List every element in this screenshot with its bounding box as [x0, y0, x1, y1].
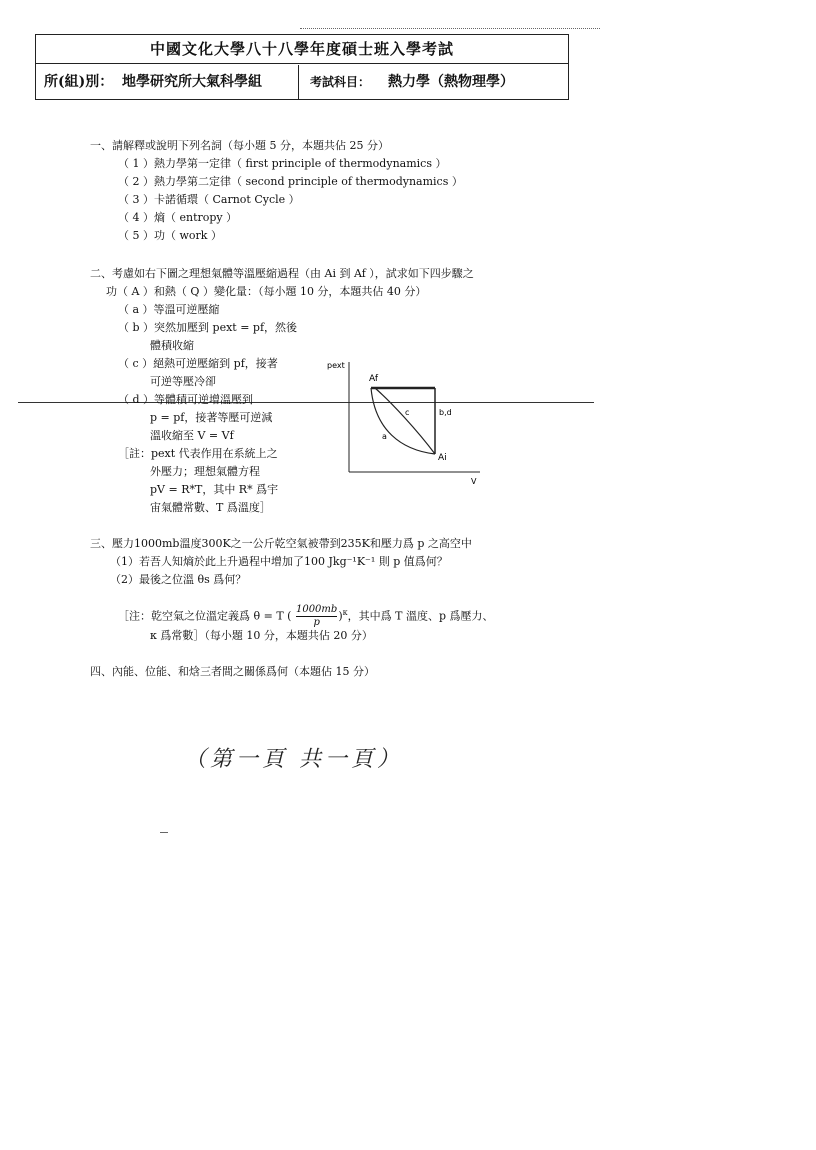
- q3-note2: κ 爲常數］（每小題 10 分，本題共佔 20 分）: [150, 629, 373, 642]
- page-note-handwritten: （第一頁 共一頁）: [184, 747, 403, 772]
- q1-item-5: （ 5 ）功（ work ）: [118, 229, 222, 242]
- q2-step-b: （ b ）突然加壓到 pext = pf，然後: [118, 321, 298, 334]
- label-a: a: [382, 432, 387, 441]
- dept-value: 地學研究所大氣科學組: [122, 74, 262, 90]
- label-ai: Ai: [438, 453, 447, 463]
- subject-label: 考試科目：: [310, 75, 371, 89]
- q3-note1-tail: ，其中爲 T 溫度、p 爲壓力、: [347, 609, 494, 623]
- q2-step-c: （ c ）絕熱可逆壓縮到 pf，接著: [118, 357, 278, 370]
- header-divider: [298, 65, 299, 99]
- q2-step-d: （ d ）等體積可逆增溫壓到: [118, 393, 254, 406]
- exam-header: [35, 34, 569, 100]
- label-bd: b,d: [439, 408, 452, 417]
- pv-diagram: [325, 352, 485, 492]
- q2-title-line2: 功（ A ）和熱（ Q ）變化量：（每小題 10 分，本題共佔 40 分）: [106, 285, 427, 298]
- q1-item-1: （ 1 ）熱力學第一定律（ first principle of thermodynamics ）: [118, 157, 447, 170]
- scan-line-horizontal: [18, 402, 594, 403]
- x-axis-label: V: [471, 477, 477, 486]
- q2-step-b-cont: 體積收縮: [150, 339, 194, 352]
- scan-mark: [160, 832, 168, 833]
- q1-item-4: （ 4 ）熵（ entropy ）: [118, 211, 238, 224]
- q3-note1-pre: ［注：乾空氣之位溫定義爲 θ = T (: [118, 609, 292, 623]
- q2-note-3: pV = R*T，其中 R* 爲宇: [150, 483, 279, 496]
- q2-note-4: 宙氣體常數、T 爲溫度］: [150, 501, 271, 514]
- y-axis-label: pext: [327, 361, 345, 370]
- q3-fraction: [296, 604, 337, 629]
- q2-step-a: （ a ）等溫可逆壓縮: [118, 303, 220, 316]
- q2-step-c-cont: 可逆等壓冷卻: [150, 375, 216, 388]
- scan-dots-top: [300, 28, 600, 29]
- q3-line1: 三、壓力1000mb溫度300K之一公斤乾空氣被帶到235K和壓力爲 p 之高空中: [90, 537, 472, 550]
- dept-label: 所(組)別：: [44, 74, 114, 90]
- exam-title: 中國文化大學八十八學年度碩士班入學考試: [36, 35, 568, 64]
- q3-line3: （2）最後之位溫 θs 爲何？: [110, 573, 247, 586]
- q2-note-2: 外壓力；理想氣體方程: [150, 465, 260, 478]
- header-info-row: [36, 65, 568, 99]
- q3-note1-exp: κ: [342, 607, 348, 617]
- label-c: c: [405, 408, 410, 417]
- q2-note-1: ［註：pext 代表作用在系統上之: [118, 447, 278, 460]
- q3-note1: [118, 604, 493, 629]
- subject-value: 熱力學（熱物理學）: [388, 74, 514, 90]
- q1-item-2: （ 2 ）熱力學第二定律（ second principle of thermodynamics ）: [118, 175, 463, 188]
- q3-fraction-den: p: [313, 617, 320, 628]
- q2-step-d-cont2: 溫收縮至 V = Vf: [150, 429, 234, 442]
- curve-c-adiabat: [375, 388, 435, 454]
- curve-a-isotherm: [371, 388, 435, 454]
- q1-item-3: （ 3 ）卡諾循環（ Carnot Cycle ）: [118, 193, 300, 206]
- q1-title: 一、請解釋或說明下列名詞（每小題 5 分，本題共佔 25 分）: [90, 139, 389, 152]
- q2-step-d-cont1: p = pf，接著等壓可逆減: [150, 411, 273, 424]
- q3-line2: （1）若吾人知熵於此上升過程中增加了100 Jkg⁻¹K⁻¹ 則 p 值爲何？: [110, 555, 448, 568]
- q2-title-line1: 二、考慮如右下圖之理想氣體等溫壓縮過程（由 Ai 到 Af ），試求如下四步驟之: [90, 267, 474, 280]
- label-af: Af: [369, 374, 379, 384]
- q3-fraction-num: 1000mb: [295, 604, 338, 615]
- q4-title: 四、內能、位能、和焓三者間之關係爲何（本題佔 15 分）: [90, 665, 375, 678]
- q3-note1-post: ): [338, 609, 343, 623]
